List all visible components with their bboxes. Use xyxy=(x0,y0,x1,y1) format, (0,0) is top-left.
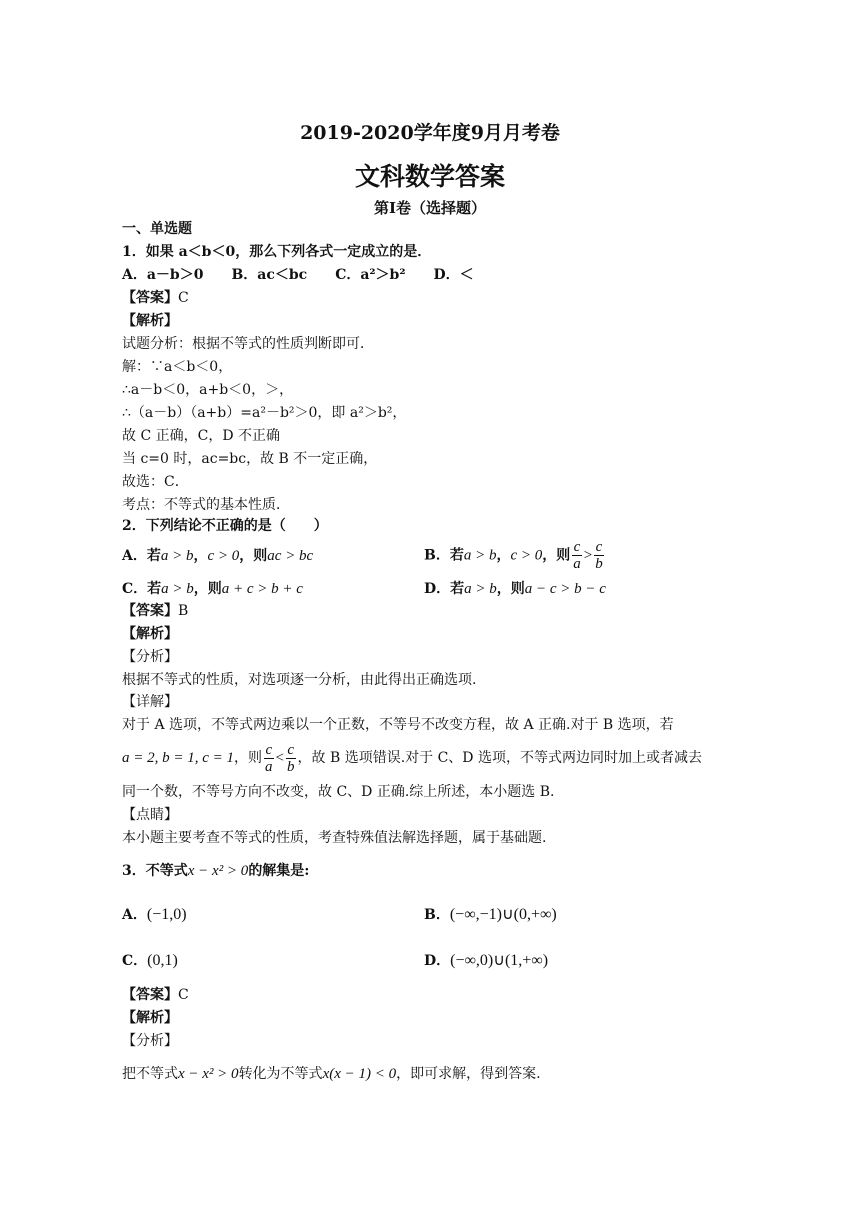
q2-answer: 【答案】B xyxy=(122,603,189,619)
q3-option-a: A．(−1,0) xyxy=(122,906,187,923)
q2-fenxi-label: 【分析】 xyxy=(122,649,178,665)
q1-line: 故选：C． xyxy=(122,474,189,490)
answer-label: 【答案】 xyxy=(122,290,178,306)
q1-stem: 1．如果 a＜b＜0，那么下列各式一定成立的是． xyxy=(122,244,432,260)
q2-detail-line: 对于 A 选项，不等式两边乘以一个正数，不等号不改变方程，故 A 正确.对于 B 选项，若 xyxy=(122,717,674,733)
q1-answer xyxy=(122,288,189,308)
answer-title: 文科数学答案 xyxy=(354,162,505,191)
q3-analysis-label: 【解析】 xyxy=(122,1010,178,1026)
q2-analysis-label: 【解析】 xyxy=(122,626,178,642)
section-heading: 一、单选题 xyxy=(122,221,192,237)
q2-stem: 2．下列结论不正确的是（ ） xyxy=(122,518,328,534)
q2-detail-line: 同一个数，不等号方向不改变，故 C、D 正确.综上所述，本小题选 B. xyxy=(122,784,555,800)
q1-line: 故 C 正确，C，D 不正确 xyxy=(122,428,280,444)
q2-detail-line: a = 2, b = 1, c = 1，则 $\frac{c}{a}$ < $\frac{c}{b}$ ，故 B 选项错误.对于 C、D 选项，不等式两边同时加上或者减去 xyxy=(122,741,702,775)
q1-line: 考点：不等式的基本性质． xyxy=(122,497,290,513)
q1-options: A．a－b＞0 B．ac＜bc C．a²＞b² D．＜ xyxy=(122,267,474,283)
q1-line: ∴（a－b）（a+b）=a²－b²＞0，即 a²＞b²， xyxy=(122,405,407,421)
q1-line: ∴a－b＜0，a+b＜0，＞， xyxy=(122,382,294,398)
q1-line: 当 c=0 时，ac=bc，故 B 不一定正确， xyxy=(122,451,378,467)
q2-comment-label: 【点睛】 xyxy=(122,807,178,823)
q3-fenxi-label: 【分析】 xyxy=(122,1033,178,1049)
fraction: $\frac{c}{a}$ xyxy=(573,539,581,572)
exam-title: 2019-2020学年度9月月考卷 xyxy=(300,122,560,144)
fraction: $\frac{c}{a}$ xyxy=(265,741,273,775)
q3-answer: 【答案】C xyxy=(122,987,189,1003)
volume-title: 第I卷（选择题） xyxy=(373,199,487,217)
answer-value: C xyxy=(178,290,189,306)
q1-line: 解：∵a＜b＜0， xyxy=(122,359,233,375)
q2-option-a: A．若a > b，c > 0，则ac > bc xyxy=(122,548,314,564)
q3-analysis-line: 把不等式x − x² > 0转化为不等式x(x − 1) < 0，即可求解，得到答案. xyxy=(122,1066,541,1082)
q1-line: 试题分析：根据不等式的性质判断即可． xyxy=(122,336,374,352)
q2-fenxi: 根据不等式的性质，对选项逐一分析，由此得出正确选项. xyxy=(122,672,477,688)
q2-option-b: B．若a > b，c > 0，则 $\frac{c}{a}$ > $\frac{c}{b}$ xyxy=(424,539,603,572)
q3-option-d: D．(−∞,0)∪(1,+∞) xyxy=(424,952,549,969)
q1-analysis-label: 【解析】 xyxy=(122,313,178,329)
fraction: $\frac{c}{b}$ xyxy=(287,741,295,775)
q3-option-b: B．(−∞,−1)∪(0,+∞) xyxy=(424,906,557,923)
q2-option-c: C．若a > b，则a + c > b + c xyxy=(122,581,303,597)
fraction: $\frac{c}{b}$ xyxy=(595,539,603,572)
q2-comment: 本小题主要考查不等式的性质，考查特殊值法解选择题，属于基础题. xyxy=(122,830,547,846)
q2-detail-label: 【详解】 xyxy=(122,694,178,710)
q3-option-c: C．(0,1) xyxy=(122,952,178,969)
q2-option-d: D．若a > b，则a − c > b − c xyxy=(424,581,606,597)
q3-stem: 3．不等式x − x² > 0的解集是: xyxy=(122,863,310,879)
